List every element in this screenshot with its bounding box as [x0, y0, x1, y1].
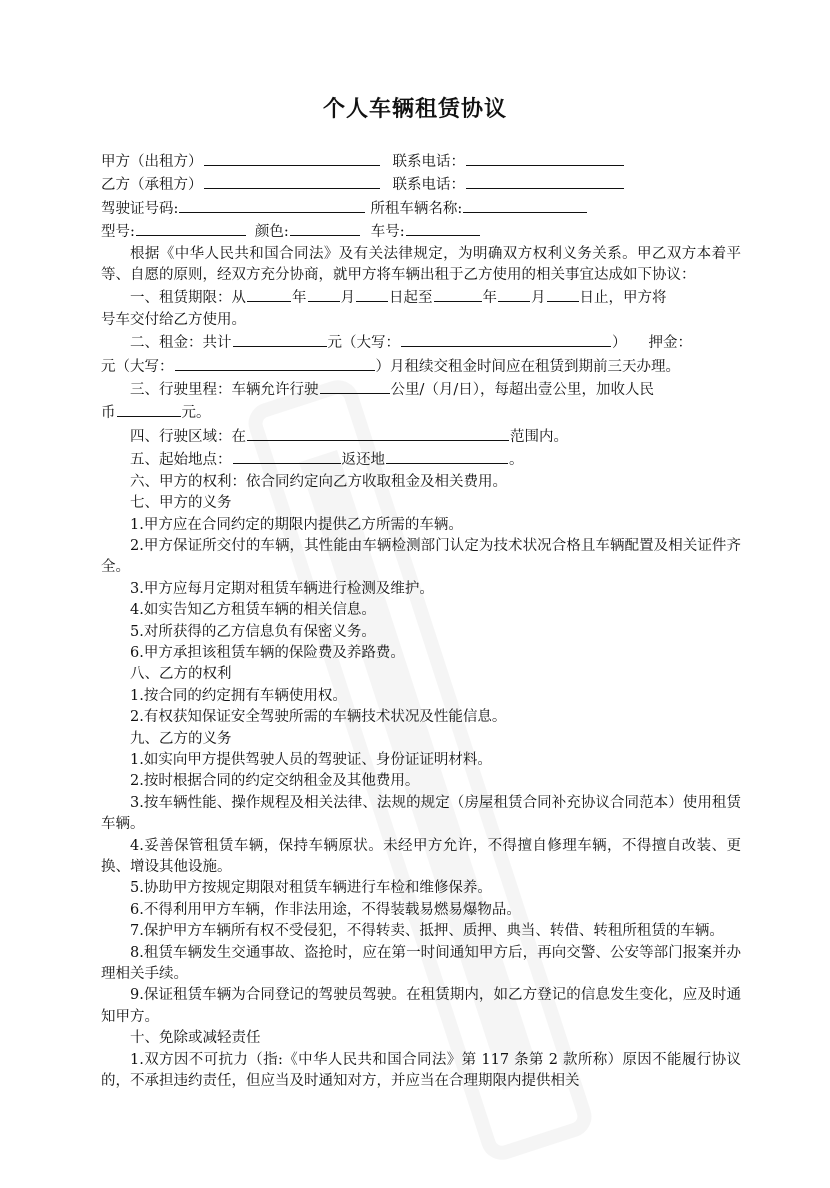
mileage-currency: 币	[101, 405, 116, 422]
rent-row	[101, 331, 741, 354]
rent-amount-blank[interactable]	[233, 331, 327, 347]
section-item: 1.按合同的约定拥有车辆使用权。	[130, 687, 347, 704]
section-heading: 十、免除或减轻责任	[130, 1030, 261, 1047]
section-item: 4.如实告知乙方租赁车辆的相关信息。	[130, 602, 376, 619]
location-row	[101, 448, 741, 471]
term-month-label: 月	[340, 290, 355, 307]
lessee-row	[101, 173, 741, 196]
license-row	[101, 197, 741, 220]
section-item: 5.协助甲方按规定期限对租赁车辆进行车检和维修保养。	[130, 880, 492, 897]
area-row	[101, 425, 741, 448]
rent-prefix: 二、租金：共计	[130, 335, 232, 352]
section-item: 2.甲方保证所交付的车辆，其性能由车辆检测部门认定为技术状况合格且车辆配置及相关证件齐全。	[101, 537, 741, 576]
area-suffix: 范围内。	[510, 428, 568, 445]
license-blank[interactable]	[179, 197, 365, 213]
section-item: 7.保护甲方车辆所有权不受侵犯，不得转卖、抵押、质押、典当、转借、转租所租赁的车辆。	[130, 923, 724, 940]
mileage-suffix: 公里/（月/日），每超出壹公里，加收人民	[390, 382, 655, 399]
term-to-label: 日止，甲方将	[579, 290, 667, 307]
mileage-fee-blank[interactable]	[117, 401, 181, 417]
term-start-month[interactable]	[308, 286, 340, 302]
plate-blank[interactable]	[406, 220, 480, 236]
term-year-label: 年	[292, 290, 307, 307]
lessor-phone-label: 联系电话：	[392, 154, 465, 170]
mileage-blank[interactable]	[320, 378, 390, 394]
rent-daxie-blank[interactable]	[401, 331, 611, 347]
rent-close: ）	[612, 335, 627, 352]
location-suffix: 。	[509, 452, 524, 469]
lessor-row	[101, 150, 741, 173]
document-body	[101, 150, 741, 1092]
color-blank[interactable]	[290, 220, 360, 236]
start-location-blank[interactable]	[233, 448, 341, 464]
mileage-row-2	[101, 401, 741, 424]
term-prefix: 一、租赁期限：从	[130, 290, 246, 307]
color-label: 颜色:	[254, 224, 289, 241]
term-row	[101, 286, 741, 309]
mileage-unit: 元。	[181, 405, 211, 422]
term-start-year[interactable]	[247, 286, 291, 302]
deposit-daxie-blank[interactable]	[175, 355, 375, 371]
lessor-blank[interactable]	[204, 150, 380, 166]
vehicle-name-label: 所租车辆名称:	[370, 200, 463, 217]
lessor-label: 甲方（出租方）	[101, 154, 203, 170]
lessee-phone-label: 联系电话：	[392, 177, 465, 194]
term-end-year[interactable]	[434, 286, 482, 302]
term-year-label-2: 年	[482, 290, 497, 307]
return-location-label: 返还地	[341, 452, 385, 469]
section-item: 6.不得利用甲方车辆，作非法用途，不得装载易燃易爆物品。	[130, 901, 521, 918]
license-label: 驾驶证号码:	[101, 200, 179, 217]
area-blank[interactable]	[247, 425, 509, 441]
section-item: 4.妥善保管租赁车辆，保持车辆原状。未经甲方允许，不得擅自修理车辆，不得擅自改装、更换、增设其他设施。	[101, 837, 741, 875]
section-heading: 九、乙方的义务	[130, 730, 232, 747]
term-end-month[interactable]	[498, 286, 530, 302]
section-item: 5.对所获得的乙方信息负有保密义务。	[130, 623, 376, 640]
lessor-phone-blank[interactable]	[466, 150, 624, 166]
section-item: 8.租赁车辆发生交通事故、盗抢时，应在第一时间通知甲方后，再向交警、公安等部门报案并办理相关手续。	[101, 944, 741, 983]
term-end-day[interactable]	[547, 286, 579, 302]
section-item: 2.有权获知保证安全驾驶所需的车辆技术状况及性能信息。	[130, 709, 507, 726]
rent-daxie-label: 元（大写：	[327, 335, 400, 352]
section-item: 6.甲方承担该租赁车辆的保险费及养路费。	[130, 644, 405, 661]
rent-renewal-text: ）月租续交租金时间应在租赁到期前三天办理。	[375, 358, 680, 375]
plate-label: 车号:	[370, 224, 405, 241]
location-prefix: 五、起始地点：	[130, 452, 232, 469]
area-prefix: 四、行驶区域：在	[130, 428, 246, 445]
deposit-label: 押金：	[648, 335, 692, 352]
intro-paragraph: 根据《中华人民共和国合同法》及有关法律规定，为明确双方权利义务关系。甲乙双方本着平等、自愿的原则，经双方充分协商，就甲方将车辆出租于乙方使用的相关事宜达成如下协议：	[101, 245, 741, 284]
section-heading: 八、乙方的权利	[130, 666, 232, 683]
rent-row-2	[101, 355, 741, 378]
vehicle-name-blank[interactable]	[463, 197, 587, 213]
lessee-blank[interactable]	[204, 173, 380, 189]
return-location-blank[interactable]	[386, 448, 508, 464]
section-item: 3.按车辆性能、操作规程及相关法律、法规的规定（房屋租赁合同补充协议合同范本）使用租赁车辆。	[101, 794, 741, 833]
term-month-label-2: 月	[531, 290, 546, 307]
term-start-day[interactable]	[356, 286, 388, 302]
mileage-row	[101, 378, 741, 401]
model-blank[interactable]	[136, 220, 246, 236]
section-item: 3.甲方应每月定期对租赁车辆进行检测及维护。	[130, 580, 434, 597]
vehicle-info-row	[101, 220, 741, 243]
section-item: 2.按时根据合同的约定交纳租金及其他费用。	[130, 773, 420, 790]
deposit-daxie-label: 元（大写：	[101, 358, 174, 375]
term-from-label: 日起至	[389, 290, 433, 307]
section-item: 1.如实向甲方提供驾驶人员的驾驶证、身份证证明材料。	[130, 751, 492, 768]
model-label: 型号:	[101, 224, 135, 241]
section-item: 1.双方因不可抗力（指:《中华人民共和国合同法》第 117 条第 2 款所称）原因不能履行协议的，不承担违约责任，但应当及时通知对方，并应当在合理期限内提供相关	[101, 1051, 741, 1090]
section-item: 六、甲方的权利：依合同约定向乙方收取租金及相关费用。	[130, 473, 507, 490]
term-tail: 号车交付给乙方使用。	[101, 311, 246, 328]
lessee-label: 乙方（承租方）	[101, 177, 203, 194]
section-heading: 七、甲方的义务	[130, 495, 232, 512]
section-item: 9.保证租赁车辆为合同登记的驾驶员驾驶。在租赁期内，如乙方登记的信息发生变化，应及时通知甲方。	[101, 987, 741, 1025]
lessee-phone-blank[interactable]	[466, 173, 624, 189]
document-title: 个人车辆租赁协议	[322, 97, 507, 122]
section-item: 1.甲方应在合同约定的期限内提供乙方所需的车辆。	[130, 516, 463, 533]
mileage-prefix: 三、行驶里程：车辆允许行驶	[130, 382, 319, 399]
